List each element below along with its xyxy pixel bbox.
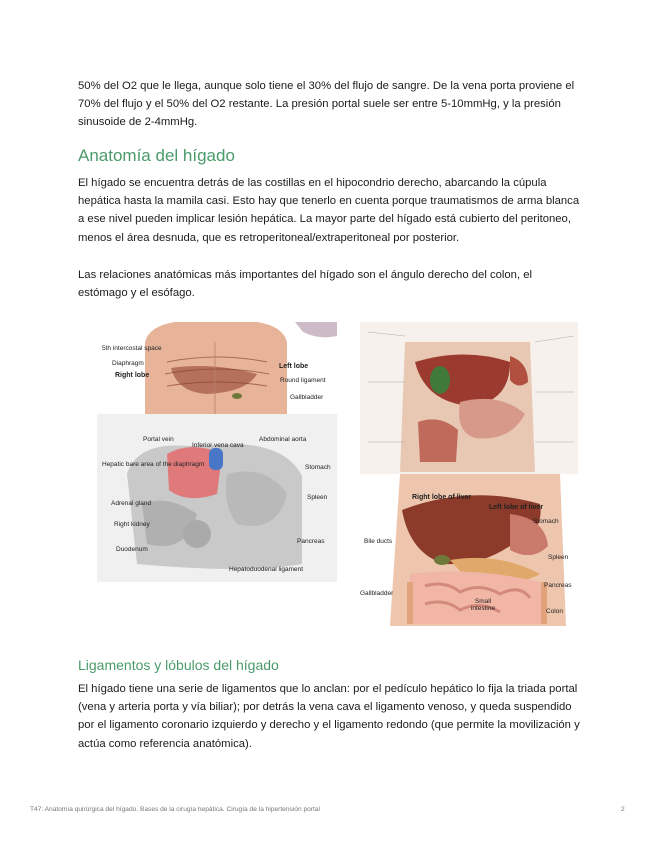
intro-paragraph: 50% del O2 que le llega, aunque solo tiene el 30% del flujo de sangre. De la vena porta proviene el 70% del flujo y el 50% del O2 restante. La presión portal suele ser entre 5-10mmHg, y la presión sinusoide de 2-4mmHg. — [78, 80, 575, 129]
label-stomach: Stomach — [305, 464, 331, 471]
label-bile-ducts: Bile ducts — [364, 538, 393, 545]
label-pancreas: Pancreas — [297, 538, 325, 545]
figure-liver-cross-section — [97, 414, 337, 582]
label-duodenum: Duodenum — [116, 546, 148, 553]
label-intercostal-space: 5th intercostal space — [102, 345, 162, 352]
section1-paragraph-2: Las relaciones anatómicas más importantes del hígado son el ángulo derecho del colon, el estómago y el esófago. — [78, 269, 533, 300]
label-bare-area: Hepatic bare area of the diaphragm — [102, 461, 205, 468]
label-diaphragm: Diaphragm — [112, 360, 144, 367]
label-left-lobe: Left lobe — [279, 363, 309, 370]
label-colon: Colon — [546, 608, 563, 615]
section-heading-anatomia: Anatomía del hígado — [78, 146, 235, 165]
label-spleen: Spleen — [307, 494, 328, 501]
label-abdominal-aorta: Abdominal aorta — [259, 436, 307, 443]
label-hepatoduodenal-ligament: Hepatoduodenal ligament — [229, 566, 304, 573]
figure-abdomen-overview — [360, 474, 578, 626]
section-heading-ligamentos: Ligamentos y lóbulos del hígado — [78, 657, 279, 673]
section2-paragraph-1: El hígado tiene una serie de ligamentos que lo anclan: por el pedículo hepático lo fija la triada portal (vena y arteria porta y vía biliar); por detrás la vena cava el ligamento venoso, y queda suspendido por el ligamento coronario izquierdo y derecho y el ligamento redondo (que permite la movilización y actúa como referencia anatómica). — [78, 683, 580, 750]
label-gallbladder: Gallbladder — [290, 394, 324, 401]
detailed-drawing-illustration — [360, 322, 578, 474]
label-round-ligament: Round ligament — [280, 377, 326, 384]
footer-title: T47: Anatomía quirúrgica del hígado. Bases de la cirugía hepática. Cirugía de la hipertensión portal — [30, 806, 320, 813]
section1-paragraph-1: El hígado se encuentra detrás de las costillas en el hipocondrio derecho, abarcando la cúpula hepática hasta la mamila casi. Esto hay que tenerlo en cuenta porque traumatismos de arma blanca a ese nivel pueden implicar lesión hepática. La mayor parte del hígado está cubierto del peritoneo, menos el área desnuda, que es retroperitoneal/extraperitoneal por posterior. — [78, 177, 580, 244]
label-spleen: Spleen — [548, 554, 569, 561]
label-portal-vein: Portal vein — [143, 436, 174, 443]
label-gallbladder: Gallbladder — [360, 590, 394, 597]
label-right-kidney: Right kidney — [114, 521, 150, 528]
label-right-lobe: Right lobe — [115, 372, 150, 379]
page-number: 2 — [621, 806, 625, 813]
label-pancreas: Pancreas — [544, 582, 572, 589]
label-stomach: Stomach — [533, 518, 559, 525]
figure-torso-surface — [97, 322, 337, 414]
label-adrenal-gland: Adrenal gland — [111, 500, 152, 507]
label-left-lobe-of-liver: Left lobe of liver — [489, 504, 544, 511]
label-right-lobe-of-liver: Right lobe of liver — [412, 494, 472, 501]
figure-liver-detailed-drawing — [360, 322, 578, 474]
label-inferior-vena-cava: Inferior vena cava — [192, 442, 244, 449]
label-small-intestine: Small intestine — [470, 598, 496, 612]
